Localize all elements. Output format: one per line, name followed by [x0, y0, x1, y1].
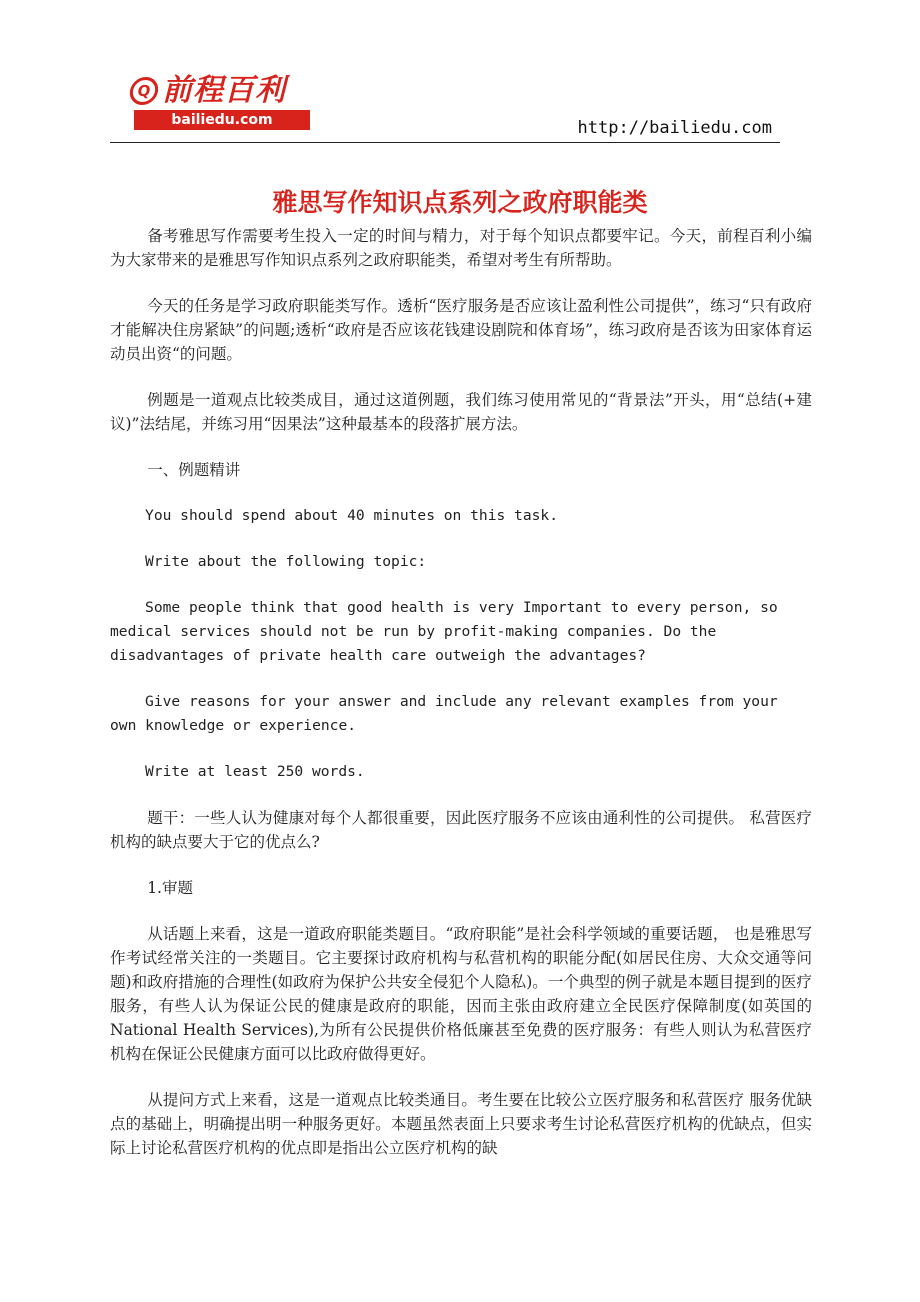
- logo-brand-text: 前程百利: [162, 73, 286, 108]
- subsection-heading: 1.审题: [147, 879, 193, 897]
- brand-logo[interactable]: [130, 72, 316, 132]
- section-heading: 一、例题精讲: [147, 461, 241, 479]
- topic-analysis-paragraph: 从话题上来看，这是一道政府职能类题目。“政府职能”是社会科学领域的重要话题， 也是雅思写作考试经常关注的一类题目。它主要探讨政府机构与私营机构的职能分配(如居民住房、大众交通等问题)和政府措施的合理性(如政府为保护公共安全侵犯个人隐私)。一个典型的例子就是本题目提到的医疗服务，有些人认为保证公民的健康是政府的职能，因而主张由政府建立全民医疗保障制度(如英国的National Health Services),为所有公民提供价格低廉甚至免费的医疗服务：有些人则认为私营医疗机构在保证公民健康方面可以比政府做得更好。: [110, 925, 812, 1063]
- task-paragraph: 今天的任务是学习政府职能类写作。透析“医疗服务是否应该让盈利性公司提供”，练习“只有政府才能解决住房紧缺”的问题;透析“政府是否应该花钱建设剧院和体育场”，练习政府是否该为田家体育运动员出资“的问题。: [110, 297, 812, 363]
- prompt-time-line: You should spend about 40 minutes on this task.: [145, 507, 558, 524]
- page-header: [110, 72, 780, 146]
- prompt-instructions: Give reasons for your answer and include any relevant examples from your own knowledge or experience.: [110, 693, 778, 734]
- intro-paragraph: 备考雅思写作需要考生投入一定的时间与精力，对于每个知识点都要牢记。今天，前程百利小编为大家带来的是雅思写作知识点系列之政府职能类，希望对考生有所帮助。: [110, 227, 812, 269]
- prompt-topic-line: Write about the following topic:: [145, 553, 427, 570]
- question-type-paragraph: 从提问方式上来看，这是一道观点比较类通目。考生要在比较公立医疗服务和私营医疗 服务优缺点的基础上，明确提出明一种服务更好。本题虽然表面上只要求考生讨论私营医疗机构的优缺点，但实际上讨论私营医疗机构的优点即是指出公立医疗机构的缺: [110, 1091, 812, 1157]
- article-title: 雅思写作知识点系列之政府职能类: [272, 187, 648, 217]
- question-translation: 题干：一些人认为健康对每个人都很重要，因此医疗服务不应该由通利性的公司提供。 私营医疗机构的缺点要大于它的优点么?: [110, 809, 812, 851]
- prompt-question: Some people think that good health is very Important to every person, so medical services should not be run by profit-making companies. Do the disadvantages of private health care outweigh the advantages?: [110, 599, 778, 664]
- logo-emblem-icon: Q: [128, 77, 160, 105]
- article-body: [110, 224, 812, 1182]
- logo-url-text: bailiedu.com: [134, 110, 310, 130]
- site-url-link[interactable]: http://bailiedu.com: [577, 118, 772, 138]
- header-divider: [110, 142, 780, 143]
- prompt-word-count: Write at least 250 words.: [145, 763, 365, 780]
- example-paragraph: 例题是一道观点比较类成目，通过这道例题，我们练习使用常见的“背景法”开头，用“总结(+建议)”法结尾，并练习用“因果法”这种最基本的段落扩展方法。: [110, 391, 812, 433]
